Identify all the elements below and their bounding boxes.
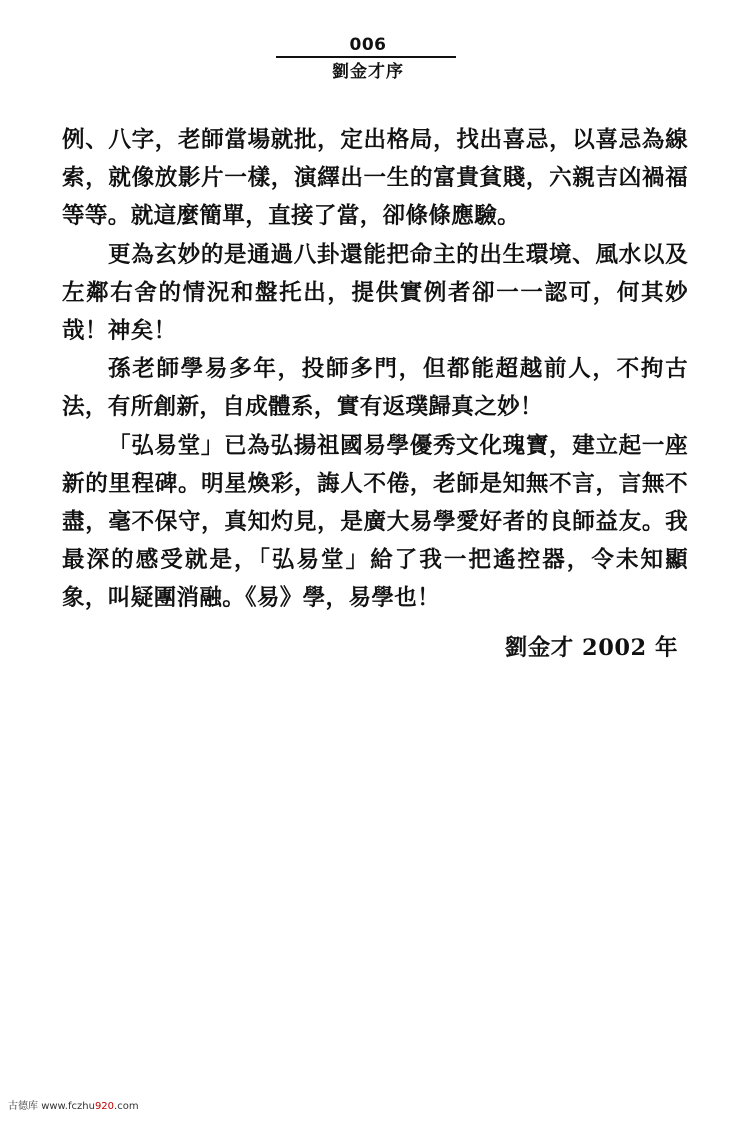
author-signature: 劉金才 2002 年	[504, 635, 678, 661]
watermark-url-prefix: www.fczhu	[41, 1101, 95, 1112]
paragraph-hongyitang: 「弘易堂」已為弘揚祖國易學優秀文化瑰寶，建立起一座新的里程碑。明星煥彩，誨人不倦，老師是知無不言，言無不盡，毫不保守，真知灼見，是廣大易學愛好者的良師益友。我最深的感受就是，「弘易堂」給了我一把遙控器，令未知顯象，叫疑團消融。《易》學，易學也！	[62, 432, 688, 612]
watermark-site-name: 古德库	[8, 1101, 38, 1112]
paragraph-continued: 例、八字，老師當場就批，定出格局，找出喜忌，以喜忌為線索，就像放影片一樣，演繹出一生的富貴貧賤，六親吉凶禍福等等。就這麼簡單，直接了當，卻條條應驗。	[62, 127, 688, 230]
watermark-url-suffix: .com	[114, 1101, 139, 1112]
header-rule	[276, 56, 456, 58]
site-watermark	[8, 1100, 139, 1114]
running-title: 劉金才序	[332, 62, 404, 82]
body-text	[62, 121, 688, 618]
page-number: 006	[349, 35, 387, 55]
paragraph-bagua: 更為玄妙的是通過八卦還能把命主的出生環境、風水以及左鄰右舍的情況和盤托出，提供實例者卻一一認可，何其妙哉！神矣！	[62, 241, 688, 345]
paragraph-teacher: 孫老師學易多年，投師多門，但都能超越前人，不拘古法，有所創新，自成體系，實有返璞歸真之妙！	[62, 356, 688, 421]
watermark-url-number: 920	[94, 1101, 115, 1112]
